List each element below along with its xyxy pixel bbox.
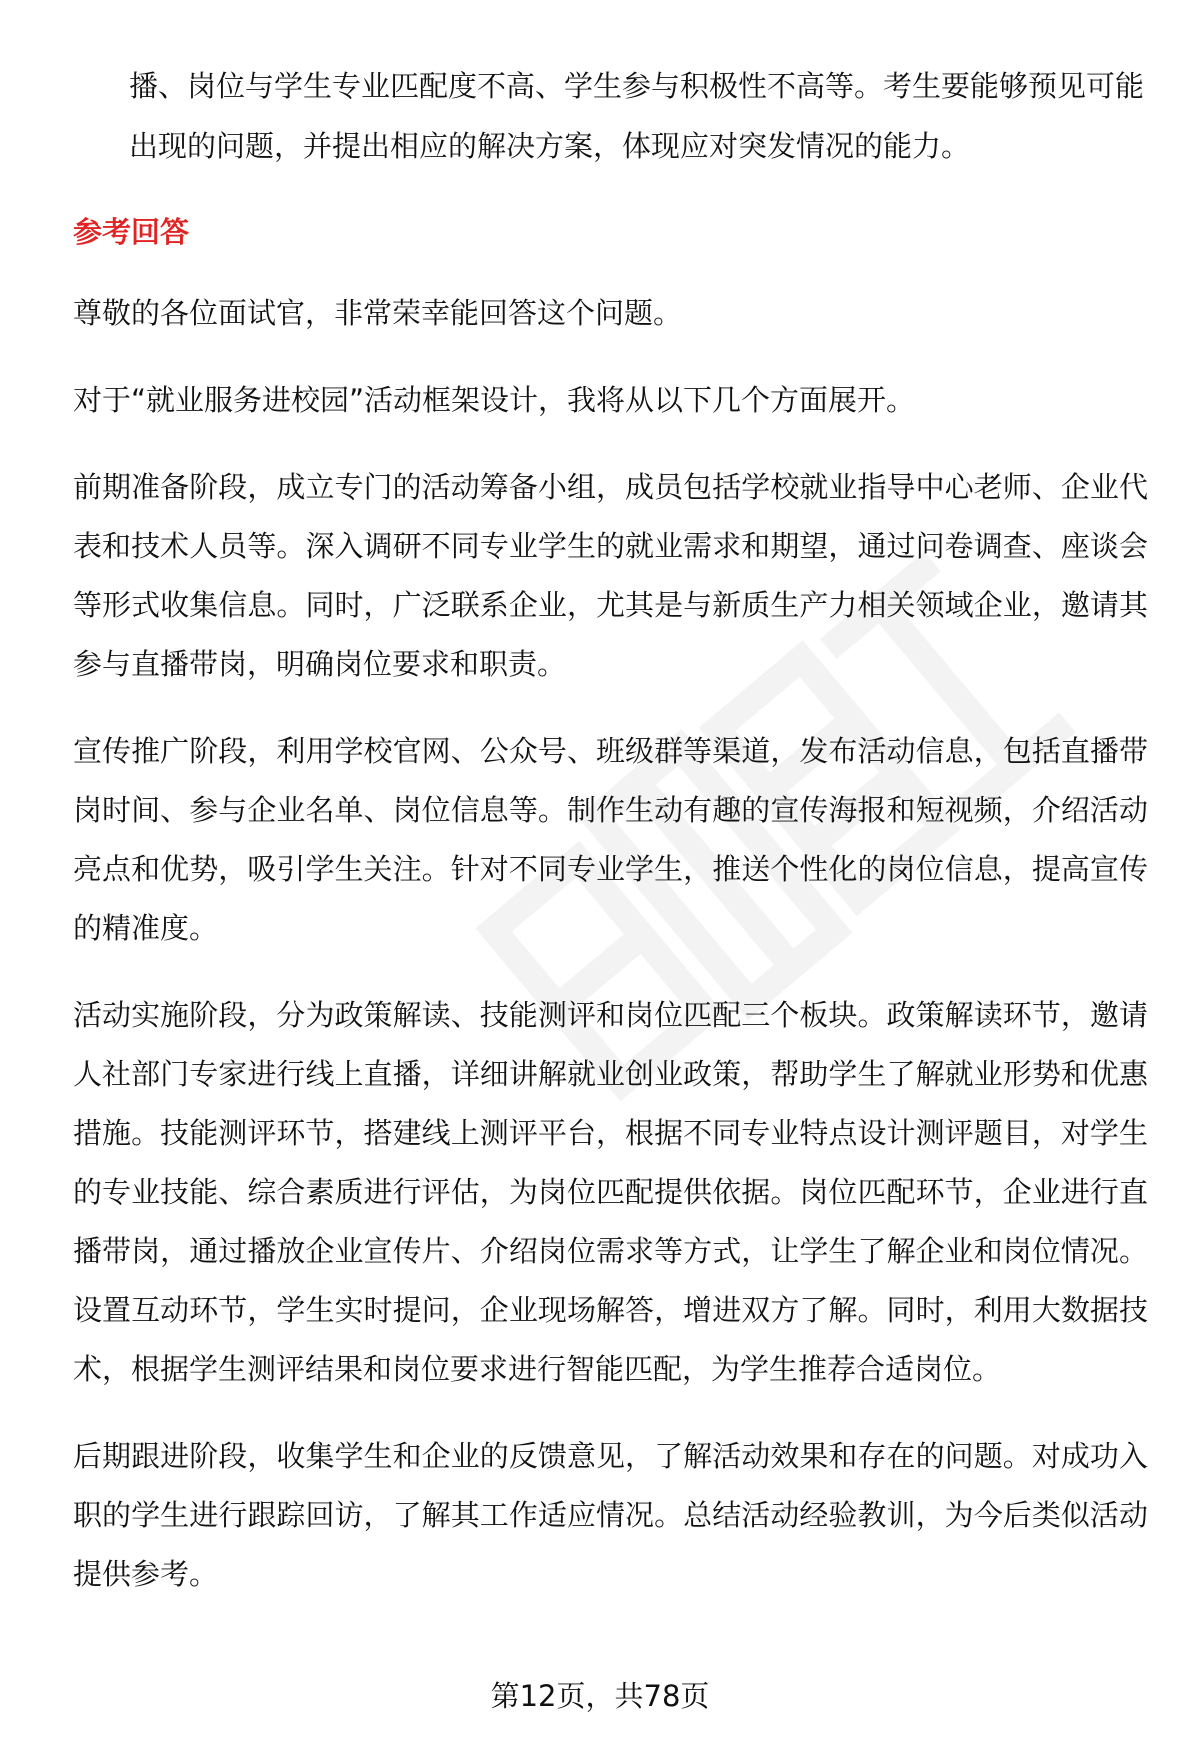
intro-paragraph: 播、岗位与学生专业匹配度不高、学生参与积极性不高等。考生要能够预见可能出现的问题，并提出相应的解决方案，体现应对突发情况的能力。 (129, 69, 1145, 163)
answer-paragraph-5: 活动实施阶段，分为政策解读、技能测评和岗位匹配三个板块。政策解读环节，邀请人社部门专家进行线上直播，详细讲解就业创业政策，帮助学生了解就业形势和优惠措施。技能测评环节，搭建线上测评平台，根据不同专业特点设计测评题目，对学生的专业技能、综合素质进行评估，为岗位匹配提供依据。岗位匹配环节，企业进行直播带岗，通过播放企业宣传片、介绍岗位需求等方式，让学生了解企业和岗位情况。设置互动环节，学生实时提问，企业现场解答，增进双方了解。同时，利用大数据技术，根据学生测评结果和岗位要求进行智能匹配，为学生推荐合适岗位。 (73, 998, 1148, 1386)
answer-paragraph-3: 前期准备阶段，成立专门的活动筹备小组，成员包括学校就业指导中心老师、企业代表和技术人员等。深入调研不同专业学生的就业需求和期望，通过问卷调查、座谈会等形式收集信息。同时，广泛联系企业，尤其是与新质生产力相关领域企业，邀请其参与直播带岗，明确岗位要求和职责。 (73, 470, 1148, 681)
answer-paragraph-4: 宣传推广阶段，利用学校官网、公众号、班级群等渠道，发布活动信息，包括直播带岗时间、参与企业名单、岗位信息等。制作生动有趣的宣传海报和短视频，介绍活动亮点和优势，吸引学生关注。针对不同专业学生，推送个性化的岗位信息，提高宣传的精准度。 (73, 734, 1148, 945)
answer-paragraph-2: 对于“就业服务进校园”活动框架设计，我将从以下几个方面展开。 (73, 383, 916, 417)
section-heading: 参考回答 (73, 215, 190, 249)
page-number: 第12页，共78页 (490, 1679, 710, 1713)
answer-paragraph-6: 后期跟进阶段，收集学生和企业的反馈意见，了解活动效果和存在的问题。对成功入职的学生进行跟踪回访，了解其工作适应情况。总结活动经验教训，为今后类似活动提供参考。 (73, 1439, 1148, 1591)
answer-paragraph-1: 尊敬的各位面试官，非常荣幸能回答这个问题。 (73, 296, 683, 330)
content-area (73, 56, 1148, 1604)
